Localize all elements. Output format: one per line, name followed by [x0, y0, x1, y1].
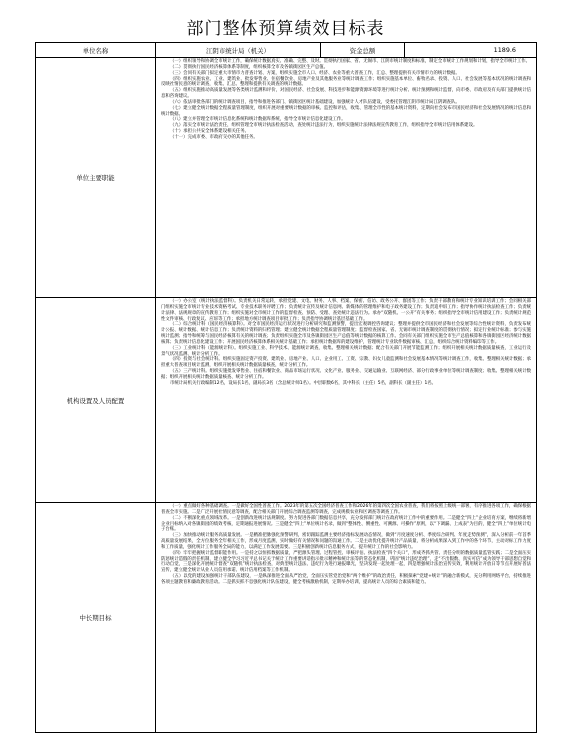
unit-name-label: 单位名称 — [36, 43, 156, 58]
duties-paragraph: （四）组织实施农业、工业、建筑业、批发零售业、住宿餐饮业、房地产业及其他服务业等统计调查工作；组织实施基本单位、畜牧名录、投资、人口、社会发展等基本状况的统计调查和反映社情民意的统计调查，收集、汇总、整理和提供有关调查的统计数据。 — [161, 76, 531, 88]
duties-paragraph: （八）建立并管理全市统计信息化系统和统计数据库系统，指导全市统计信息化建设工作。 — [170, 117, 346, 123]
duties-paragraph: （六）依法审批各部门的统计调查项目，指导和推进各部门、镇街园区统计基础建设，加强统计人才队伍建设，受委托管理江阴市统计局江阴调查队。 — [170, 99, 460, 105]
unit-name-value: 江阴市统计局（机关） — [156, 43, 321, 58]
duties-label: 单位主要职能 — [36, 58, 156, 298]
duties-paragraph: （十）承担公共安全体系建设相关任务。 — [170, 129, 250, 135]
org-paragraph: （二）综合统计科（国民经济核算科）。对全市国民经济运行状况进行分析研究和监测预警，提出宏观调控咨询建议；整理并提供全市国民经济和社会发展等综合性统计资料，负责发布统计公报、统计数据、统计信息工作；负责统计资料的归档管理；建立健全统计数据全程质量管理制度；监督检查国家、省、无锡市统计调查制度的贯彻执行情况；拟定行业统计标准；参与实施统计监测；指导和统筹与国民经济核算有关的统计调查；负责组织实施全市及各镇街园区生产总值等统计数据的核算工作。会同有关部门组织实施全市生产总值核算和各镇街园区经济统计数据核算；负责统计信息化建设工作；开展国民经济核算体系相关统计基础工作；承担统计数据库的建设维护，管理统计专业软件数据审核、汇总，组织综合统计资料编印等工作。 — [161, 322, 531, 345]
duties-paragraph: （五）组织实施推动高质量发展等各类统计监测和评价，对国民经济、社会发展、科技进步和能源资源环境等进行统计分析、统计预测和统计监督，向市委、市政府及有关部门提供统计信息和咨询建议。 — [161, 88, 531, 100]
page-title: 部门整体预算绩效目标表 — [186, 19, 385, 39]
org-paragraph: （四）投资与社会统计科。组织实施固定资产投资、建筑业、房地产业、人口、企业用工、工资、宗教、妇女儿童监测和社会发展基本情况等统计调查工作，收集、整理相关统计数据；承担重大普查项目统计监测，组织开展相关统计数据质量核查，统计分析工作。 — [161, 357, 531, 369]
duties-paragraph: （二）贯彻执行国民经济核算体系等制度，组织核算全市及各镇街园区生产总值。 — [170, 64, 329, 70]
org-paragraph: （五）三产统计科。组织实施批发零售业、住宿和餐饮业、商品市场运行状况、文化产业、服务业、交通运输业、互联网经济、部分行政事业单位等统计调查制度；收集、整理相关统计数据；组织开展相关统计数据质量核查、统计分析工作。 — [161, 369, 531, 380]
duties-paragraph: （十一）完成市委、市政府交办的其他任务。 — [170, 134, 258, 140]
mid-term-row — [36, 503, 537, 733]
mid-term-paragraph: （一）重点做好各种基础调查。一是做好全国性普查工作。2023年的第五次全国经济普查工作和2026年的第四次全国农业普查，我们将按照上级统一部署，有序推进各项工作，确保根据普查全市实施。二是广泛开展社情民意等调查，配合相关部门开展综合调查监测等调查，完成规模农业和区调查等调查工作。 — [161, 504, 531, 515]
org-content — [156, 298, 537, 503]
mid-term-paragraph: （四）牢牢把握统计监督职能作用。一是持之以恒抓数据质量，严把源头管理、过程管控、审核评估、执法检查“四个关口”，形成齐抓共管、责任分明的数据质量监管实践；二是全面压实防惩统计造假的责任机制，建立健全学习习近平总书记关于统计工作重要讲话指示批示精神和统计法等的常态化机制，巩固“统计违纪治理”，走“不出假数、真实可信”成为领导干部思想自觉和行动自觉，三是深化开展统计督查“双随机”统计执法检查，对典型统计违法、违纪行为进行通报曝光，坚决发现一起处理一起，四是增强统计法治宣传实效，利用统计开放日等节点开展好普法宣传，建立健全统计从业人员信用承诺、统计信用档案等工作机制。 — [161, 550, 531, 574]
duties-content — [156, 58, 537, 298]
fund-total-label: 资金总额 — [321, 43, 405, 58]
performance-goal-table — [35, 42, 537, 733]
org-paragraph: （三）工业统计科（能源统计科）。组织实施工业、科学技术、能源统计调查，收集、整理相关统计数据；配合有关部门开展节能监测工作；组织开展相关统计数据质量核查，工业运行及景气状况监测、统计分析工作。 — [161, 345, 531, 357]
mid-term-content — [156, 503, 537, 733]
duties-row — [36, 58, 537, 298]
fund-total-value: 1189.6 — [405, 43, 537, 58]
org-paragraph: （一）办公室（统计执法监督科）。负责机关日常运转，承担党建、文电、财务、人事、档案、保密、信访、政务公开、群团等工作；负责干部教育和统计专业知识培训工作；会同相关部门组织实施全市统计专业技术资格考试、专业技术职务评聘工作；负责统计宣传及统计信息网、新媒体的管理维护和电子政务建设工作；负责追申诉工作；指导协作统计执法检查工作；负责统计法律、法规规章的宣传教育工作；组织实施对全市统计工作的监督检查、预防、受理、查处统计违法行为。承办“双随机、一公开”有关事务；组织指导全市统计信用建设工作；负责统计规范性文件审核、行政复议、应诉等工作；承担地方统计调查项目审批工作；负责指导协调统计基层基础工作。 — [161, 299, 531, 322]
org-row — [36, 298, 537, 503]
org-label: 机构设置及人员配置 — [36, 298, 156, 503]
header-row — [36, 43, 537, 58]
mid-term-label: 中长期目标 — [36, 503, 156, 733]
org-staffing-note: 市统计局机关行政编制12名，设局长1名，副局长3名（含总统计师1名）。中层职数6名，其中科长（主任）5名，副科长（副主任）1名。 — [170, 380, 437, 386]
duties-paragraph: （三）会同有关部门拟定重大市情市力普查计划、方案，组织实施全市人口、经济、农业等重大普查工作，汇总、整理提供有关市情市力的统计数据。 — [170, 70, 460, 76]
mid-term-paragraph: （五）以党的建设加强统计干部队伍建设，一是纵深推进全面从严治党，全面压实管党治党和“两个维护”的政治责任，积极探索“党建+统计”的融合新模式，充分利用网络平台，持续推进各项主题教育和廉政教育活动。二是抓实抓不息强化统计队伍建设，健全考核激励机制，定期举办培训，提高统计人员的综合素质和能力。 — [161, 574, 531, 585]
mid-term-paragraph: （二）不断深化重点领域改革。一是创新改进统计法规制度。努力促进各部门数据信息共享，充分发挥部门统计在政府统计工作中的重要作用。二是健全“四上”企业培育方案，继续将新增企业目标纳入对各镇街园的绩效考核，定期通报进展情况。三是健全“四上”单位统计名录，做到“整体性、侧重性、可溯源、可操作”原则，以“下调漏、上成表”为目的，健全“四上”单位统计电子台账。 — [161, 515, 531, 533]
duties-paragraph: （七）建立健全统计数据全程质量管理制度，组织开展对重要统计数据的审核、监控和评估，收集、管理全市性的基本统计资料，定期向社会发布市国民经济和社会发展情况的统计信息和统计数据。 — [161, 105, 531, 117]
duties-paragraph: （一）组织领导和协调全市统计工作，确保统计数据真实、准确、完整、及时。贯彻执行国家、省、无锡市、江阴市统计制度和标准，制定全市统计工作规划和计划，指导全市统计工作。 — [170, 59, 531, 64]
mid-term-paragraph: （三）加快推动统计服务高质量发展。一是精准把脉强化预警研判，密切跟踪监测主要经济指标发展动态情况，做到“月度速度分析、季度综合研判、年度走势预测”，深入分析前一年首季高质量发展结果，全方位服务全年相关工作，形成月度监测，实时做好有关情况和问题的沟通工作。二是主动优化提升统计产品质量，将分析成果深入到工作中的各个环节，主动对标工作力度和工作质量，强化统计工作服务全局的能力，以满足工作发展需要。三是积极创新统计信息服务方式，提升统计工作的社会影响力。 — [161, 533, 531, 550]
duties-paragraph: （九）落实全市统计法治责任，组织管理全市统计执法检查活动，查处统计违法行为，组织实施统计法律法规宣传教育工作，组织指导全市统计信用体系建设。 — [170, 123, 478, 129]
